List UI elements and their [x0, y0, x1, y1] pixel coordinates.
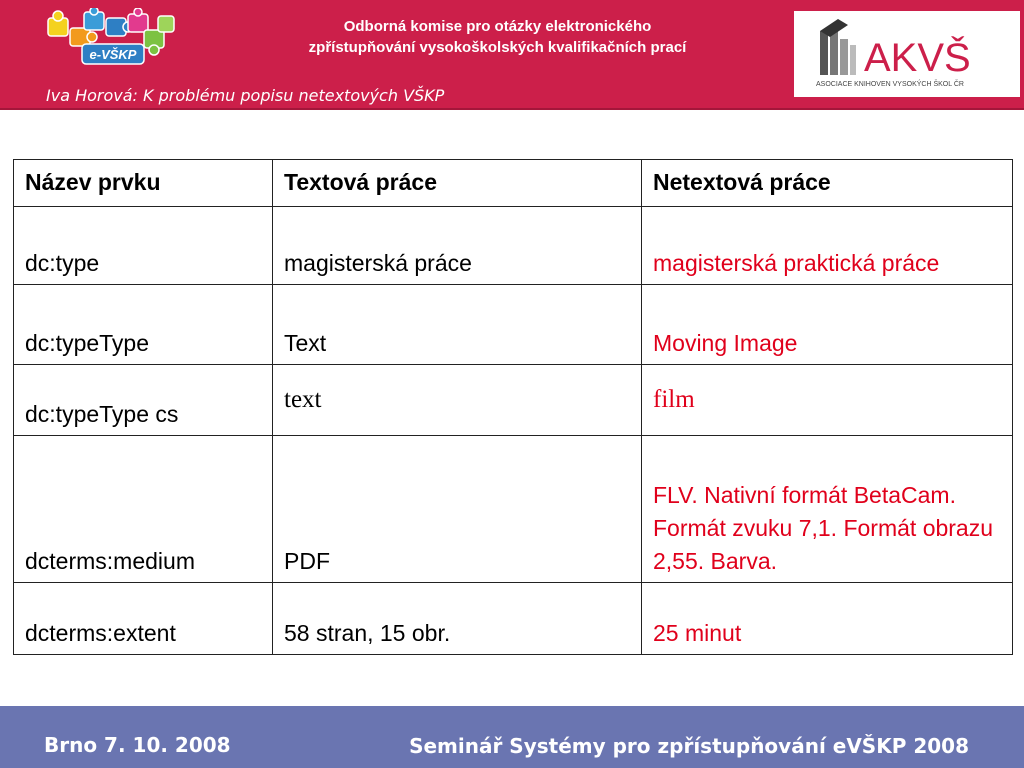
column-header-text-work: Textová práce — [273, 160, 642, 207]
akvs-books-icon — [794, 11, 1020, 97]
table-cell: PDF — [273, 436, 642, 583]
table-cell: Moving Image — [642, 285, 1013, 365]
table-cell: 25 minut — [642, 583, 1013, 655]
column-header-nontext-work: Netextová práce — [642, 160, 1013, 207]
footer-bar — [0, 706, 1024, 768]
metadata-comparison-table — [13, 159, 1013, 655]
table-row — [14, 207, 1013, 285]
table-row — [14, 285, 1013, 365]
table-cell: Text — [273, 285, 642, 365]
table-cell: dc:typeType — [14, 285, 273, 365]
commission-title-line2: zpřístupňování vysokoškolských kvalifikačních prací — [308, 39, 687, 56]
table-cell: magisterská práce — [273, 207, 642, 285]
table-cell: text — [273, 365, 642, 436]
evskp-logo-text: e-VŠKP — [89, 47, 137, 62]
evskp-logo — [40, 8, 180, 72]
table-row — [14, 436, 1013, 583]
akvs-logo-text: AKVŠ — [864, 36, 971, 80]
commission-title-line1: Odborná komise pro otázky elektronického — [343, 18, 652, 35]
commission-title — [215, 16, 780, 58]
table-cell: dc:typeType cs — [14, 365, 273, 436]
table-header-row — [14, 160, 1013, 207]
table-cell: FLV. Nativní formát BetaCam. Formát zvuku 7,1. Formát obrazu 2,55. Barva. — [642, 436, 1013, 583]
table-cell: film — [642, 365, 1013, 436]
presentation-author: Iva Horová: K problému popisu netextových VŠKP — [46, 86, 445, 105]
table-cell: dcterms:extent — [14, 583, 273, 655]
table-row — [14, 365, 1013, 436]
header-strip — [0, 108, 1024, 110]
table-cell: magisterská praktická práce — [642, 207, 1013, 285]
table-cell: dcterms:medium — [14, 436, 273, 583]
header-banner — [0, 0, 1024, 110]
puzzle-pieces-icon — [40, 8, 180, 72]
akvs-logo-subtext: ASOCIACE KNIHOVEN VYSOKÝCH ŠKOL ČR — [816, 81, 964, 88]
akvs-logo — [794, 11, 1020, 97]
footer-seminar-title: Seminář Systémy pro zpřístupňování eVŠKP 2008 — [409, 734, 969, 758]
table-cell: dc:type — [14, 207, 273, 285]
column-header-element-name: Název prvku — [14, 160, 273, 207]
table-row — [14, 583, 1013, 655]
footer-date: Brno 7. 10. 2008 — [44, 733, 231, 757]
table-cell: 58 stran, 15 obr. — [273, 583, 642, 655]
